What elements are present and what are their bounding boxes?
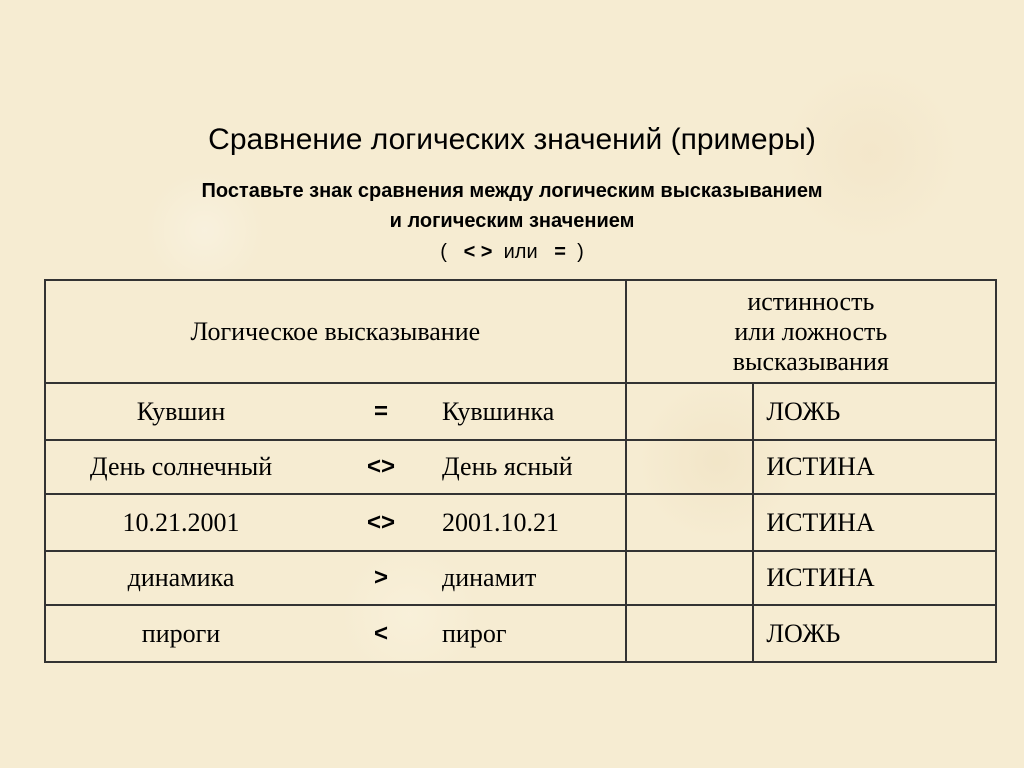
operator-hint [0, 237, 1024, 267]
header-truth-line-1: истинность [747, 286, 875, 316]
instruction-line-1: Поставьте знак сравнения между логическим высказыванием [201, 180, 823, 202]
statement-cell [45, 494, 626, 551]
statement-cell [45, 551, 626, 605]
header-statement: Логическое высказывание [45, 280, 626, 383]
statement-left: 10.21.2001 [122, 507, 240, 537]
statement-left: День солнечный [89, 452, 273, 481]
hint-open-paren: ( [440, 241, 447, 263]
truth-value: ИСТИНА [753, 494, 996, 551]
empty-cell [626, 440, 754, 494]
statement-left: динамика [127, 563, 235, 592]
truth-value: ЛОЖЬ [753, 605, 996, 662]
hint-operator-equal: = [554, 241, 566, 263]
statement-cell [45, 440, 626, 494]
slide-title: Сравнение логических значений (примеры) [208, 123, 816, 156]
statement-left: Кувшин [136, 396, 226, 426]
table-header-row [45, 280, 996, 383]
empty-cell [626, 551, 754, 605]
comparison-operator: = [373, 397, 388, 425]
comparison-operator: > [373, 564, 388, 591]
statement-cell [45, 383, 626, 440]
statement-right: пирог [442, 618, 507, 648]
comparison-operator: < [373, 619, 388, 647]
comparison-operator: <> [366, 453, 396, 480]
comparison-table [44, 279, 997, 663]
table-row [45, 494, 996, 551]
truth-value: ЛОЖЬ [753, 383, 996, 440]
hint-operator-not-equal: < > [463, 241, 493, 263]
instruction-text [0, 176, 1024, 236]
header-truth [626, 280, 996, 383]
statement-right: День ясный [442, 452, 573, 481]
statement-right: динамит [442, 563, 537, 592]
table-row [45, 551, 996, 605]
hint-close-paren: ) [577, 241, 584, 263]
header-truth-line-2: или ложность [734, 316, 888, 346]
header-truth-line-3: высказывания [732, 346, 889, 376]
statement-right: Кувшинка [442, 396, 555, 426]
comparison-operator: <> [366, 508, 396, 536]
table-row [45, 440, 996, 494]
truth-value: ИСТИНА [753, 551, 996, 605]
table-row [45, 605, 996, 662]
statement-left: пироги [141, 618, 221, 648]
statement-cell [45, 605, 626, 662]
hint-or: или [503, 241, 538, 263]
truth-value: ИСТИНА [753, 440, 996, 494]
instruction-line-2: и логическим значением [389, 210, 635, 232]
empty-cell [626, 494, 754, 551]
empty-cell [626, 383, 754, 440]
empty-cell [626, 605, 754, 662]
table-row [45, 383, 996, 440]
statement-right: 2001.10.21 [442, 507, 559, 537]
